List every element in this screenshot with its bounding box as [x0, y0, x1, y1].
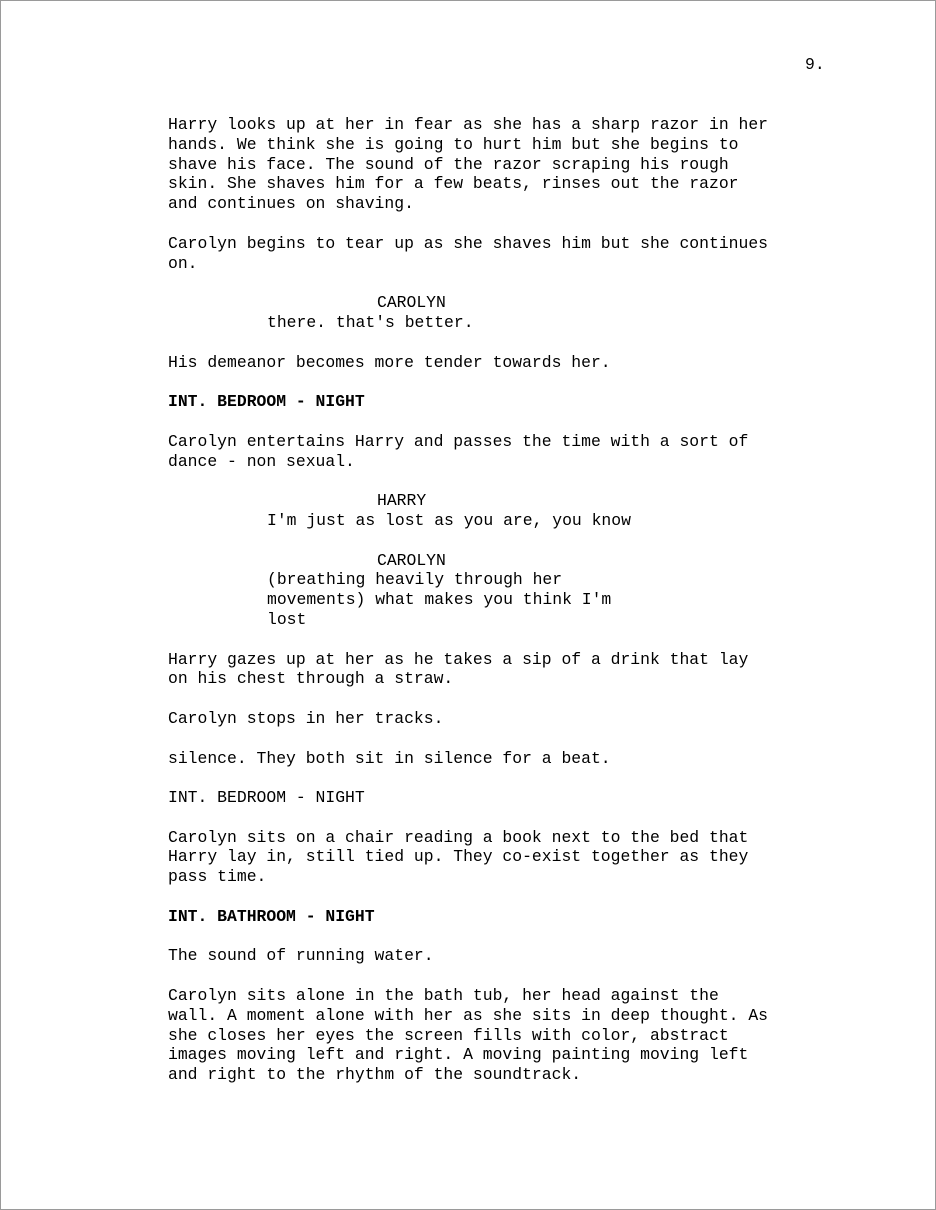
- action-paragraph: silence. They both sit in silence for a beat.: [168, 748, 611, 768]
- action-paragraph: The sound of running water.: [168, 946, 434, 966]
- page-number: 9.: [805, 55, 825, 74]
- action-paragraph: Harry looks up at her in fear as she has a sharp razor in her hands. We think she is going to hurt him but she begins to shave his face. The sound of the razor scraping his rough skin. She shaves him for a few beats, rinses out the razor and continues on shaving.: [168, 115, 768, 214]
- dialogue-block: [168, 551, 848, 630]
- character-name: HARRY: [377, 491, 427, 511]
- scene-heading: INT. BEDROOM - NIGHT: [168, 392, 365, 412]
- dialogue-line: there. that's better.: [267, 312, 474, 332]
- dialogue-block: [168, 491, 848, 531]
- character-name: CAROLYN: [377, 550, 446, 570]
- dialogue-block: [168, 293, 848, 333]
- scene-heading: INT. BATHROOM - NIGHT: [168, 906, 375, 926]
- action-paragraph: Carolyn stops in her tracks.: [168, 708, 444, 728]
- action-paragraph: Carolyn entertains Harry and passes the time with a sort of dance - non sexual.: [168, 431, 749, 471]
- character-name: CAROLYN: [377, 293, 446, 313]
- dialogue-line: I'm just as lost as you are, you know: [267, 510, 631, 530]
- action-paragraph: Harry gazes up at her as he takes a sip of a drink that lay on his chest through a straw.: [168, 649, 749, 689]
- dialogue-line: (breathing heavily through her movements) what makes you think I'm lost: [267, 570, 612, 629]
- scene-heading: INT. BEDROOM - NIGHT: [168, 788, 365, 808]
- action-paragraph: Carolyn sits on a chair reading a book next to the bed that Harry lay in, still tied up. They co-exist together as they pass time.: [168, 827, 749, 887]
- action-paragraph: Carolyn begins to tear up as she shaves him but she continues on.: [168, 233, 768, 273]
- action-paragraph: His demeanor becomes more tender towards her.: [168, 352, 611, 372]
- action-paragraph: Carolyn sits alone in the bath tub, her head against the wall. A moment alone with her as she sits in deep thought. As she closes her eyes the screen fills with color, abstract images moving left and right. A moving painting moving left and right to the rhythm of the soundtrack.: [168, 986, 768, 1085]
- script-body: [168, 115, 848, 1105]
